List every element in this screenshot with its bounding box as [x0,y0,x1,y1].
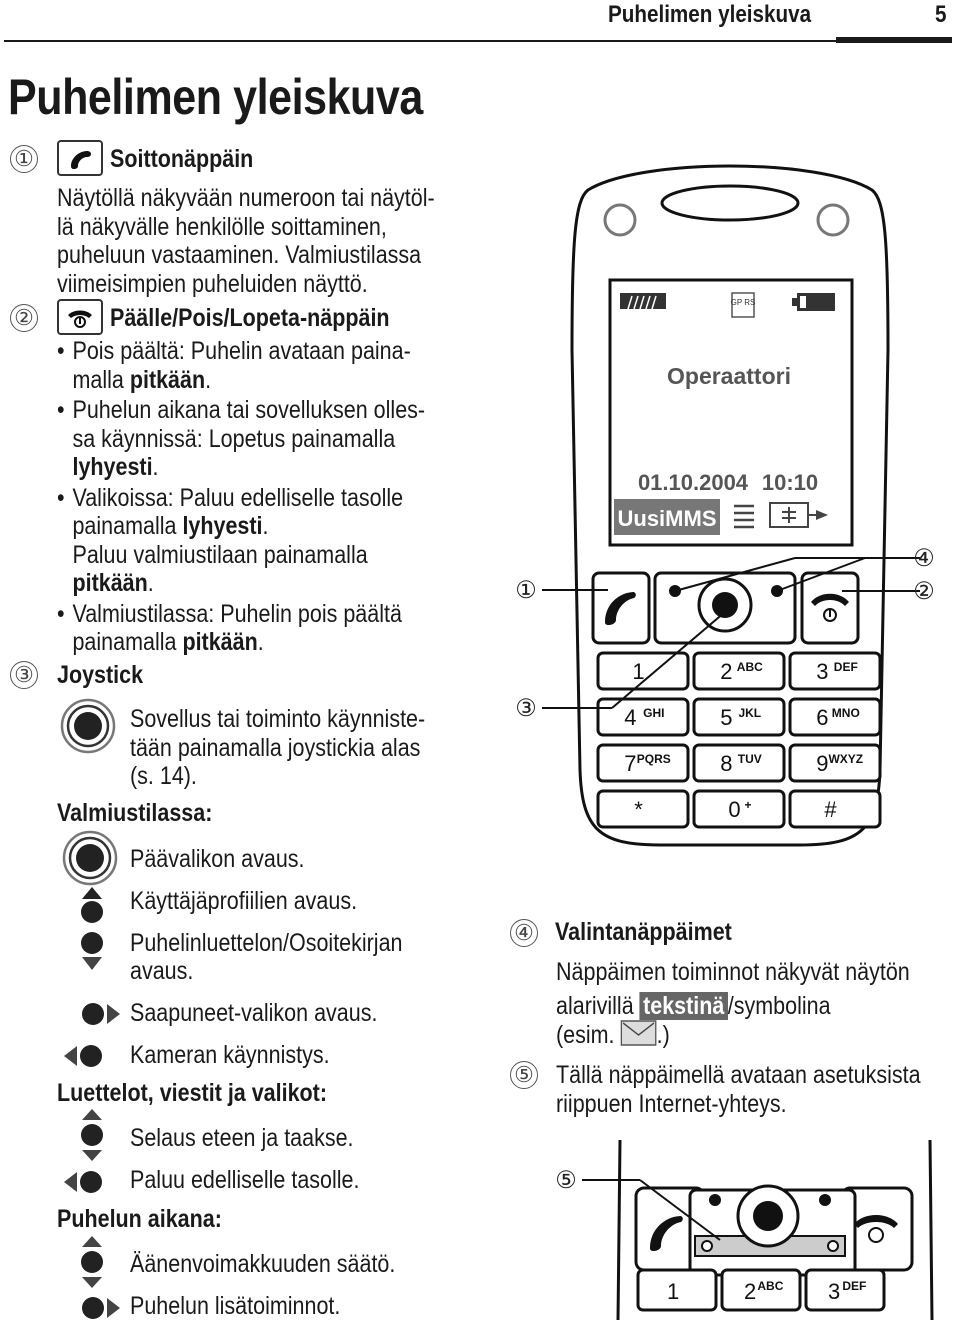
time-display: 10:10 [761,470,819,495]
section-1-text [57,184,496,298]
section-number-1: ① [10,145,38,173]
key-* [598,791,688,827]
key-letters: DEF [833,660,858,674]
joystick-left-icon [62,1042,104,1070]
key-digit: 6 [816,704,829,730]
text-line: Näytöllä näkyvään numeroon tai näytöl- [57,184,435,212]
running-header-title: Puhelimen yleiskuva [608,1,812,28]
section-number-5: ⑤ [510,1061,538,1089]
key-digit: 0 [728,796,741,822]
key-digit: * [634,796,643,822]
header-rule [4,40,952,42]
key-3 [790,653,880,689]
joystick-down-icon [78,930,106,972]
key-0 [694,791,784,827]
softkey-left-label: UusiMMS [617,506,717,531]
callout-3: ③ [515,695,537,722]
operator-name: Operaattori [667,363,791,389]
key-1 [598,653,688,689]
standby-text: Päävalikon avaus. [130,845,305,873]
envelope-icon [621,1020,657,1053]
key-4 [598,699,688,735]
bullet: • [57,396,65,424]
battery-icon [792,293,835,311]
call-key-icon [57,140,103,176]
key-8 [694,745,784,781]
key-letters: GHI [643,706,665,720]
bullet: • [57,599,65,628]
joystick-right-icon [80,1294,122,1322]
text-line: lä näkyvälle henkilölle soittaminen, [57,212,387,241]
key-letters: TUV [737,752,762,766]
date-display: 01.10.2004 [637,470,749,495]
bullet: • [57,483,65,512]
callout-4: ④ [913,545,935,572]
standby-text: avaus. [130,957,194,985]
joystick-right-icon [80,1000,122,1028]
page-title: Puhelimen yleiskuva [8,69,423,125]
joystick-up-down-icon [78,1234,106,1290]
lists-text: Selaus eteen ja taakse. [130,1124,354,1152]
lists-heading: Luettelot, viestit ja valikot: [57,1079,327,1107]
key-2 [694,653,784,689]
text-softkey-example: tekstinä [640,992,728,1020]
section-number-3: ③ [10,661,38,689]
joystick-up-icon [78,885,106,925]
key-letters: PQRS [636,752,671,766]
section-5-text: Tällä näppäimellä avataan asetuksista riippuen Internet-yhteys. [556,1061,921,1118]
key-6 [790,699,880,735]
key-letters: MNO [831,706,860,720]
signal-icon [620,293,666,309]
keypad-partial [638,1270,884,1310]
call-key [593,573,649,643]
page-number: 5 [935,1,947,28]
key-7 [598,745,688,781]
standby-text: Kameran käynnistys. [130,1041,330,1069]
callout-2: ② [913,578,935,605]
header-rule-accent [836,37,952,43]
key-# [790,791,880,827]
key-letters: ABC [757,1279,784,1293]
key-digit: 3 [816,658,829,684]
key-digit: # [824,796,837,822]
gprs-label: GP RS [730,298,756,307]
call-heading: Puhelun aikana: [57,1205,222,1233]
text-line: viimeisimpien puheluiden näyttö. [57,269,368,298]
section-title-call-key: Soittonäppäin [110,145,254,173]
section-number-4: ④ [510,919,538,947]
section-number-2: ② [10,304,38,332]
key-9 [790,745,880,781]
key-2 [722,1270,800,1310]
key-digit: 2 [720,658,733,684]
standby-text: Puhelinluettelon/Osoitekirjan [130,929,403,957]
key-letters: JKL [738,706,762,720]
key-3 [806,1270,884,1310]
key-digit: 8 [720,750,733,776]
key-letters: DEF [842,1279,867,1293]
key-digit: 3 [827,1278,841,1304]
joystick-left-icon [62,1168,104,1196]
joystick-press-icon [60,698,116,754]
bullet: • [57,337,65,365]
section-4-text: Näppäimen toiminnot näkyvät näytön alarivillä tekstinä /symbolina (esim. .) [556,958,960,1053]
key-letters: + [744,798,752,812]
key-digit: 9 [816,750,829,776]
standby-text: Käyttäjäprofiilien avaus. [130,887,358,915]
key-digit: 5 [720,704,733,730]
call-text: Puhelun lisätoiminnot. [130,1292,341,1320]
section-title-joystick: Joystick [57,661,144,689]
key-5 [694,699,784,735]
section-2-text: • Pois päältä: Puhelin avataan paina- malla pitkään. • Puhelun aikana tai sovelluksen olles- sa käynnissä: Lopetus painamalla lyhyesti. • Valikoissa: Paluu edelliselle tasolle painamalla lyhyesti. Paluu valmiustilaan painamalla pitkään. • Valmiustilassa: Puhelin pois päältä painamalla pitkään. [57,337,426,656]
callout-1: ① [515,577,537,604]
key-1 [638,1270,716,1310]
joystick-press-icon [62,830,118,886]
key-digit: 1 [666,1278,680,1304]
phone-detail-illustration [540,1140,940,1323]
key-letters: WXYZ [828,752,864,766]
key-letters: ABC [736,660,763,674]
standby-heading: Valmiustilassa: [57,799,213,827]
standby-text: Saapuneet-valikon avaus. [130,999,378,1027]
end-key-icon [57,299,103,335]
callout-5: ⑤ [555,1167,577,1194]
joystick-press-text: Sovellus tai toiminto käynniste- tään painamalla joystickia alas (s. 14). [130,705,426,790]
key-digit: 7 [624,750,637,776]
text-line: puheluun vastaaminen. Valmiustilassa [57,241,422,269]
key-digit: 4 [624,704,637,730]
phone-illustration [500,150,960,860]
key-digit: 1 [632,658,645,684]
joystick-up-down-icon [78,1107,106,1163]
call-text: Äänenvoimakkuuden säätö. [130,1250,396,1278]
section-title-softkeys: Valintanäppäimet [555,918,732,946]
section-title-end-key: Päälle/Pois/Lopeta-näppäin [110,304,390,332]
key-digit: 2 [743,1278,757,1304]
lists-text: Paluu edelliselle tasolle. [130,1166,360,1194]
